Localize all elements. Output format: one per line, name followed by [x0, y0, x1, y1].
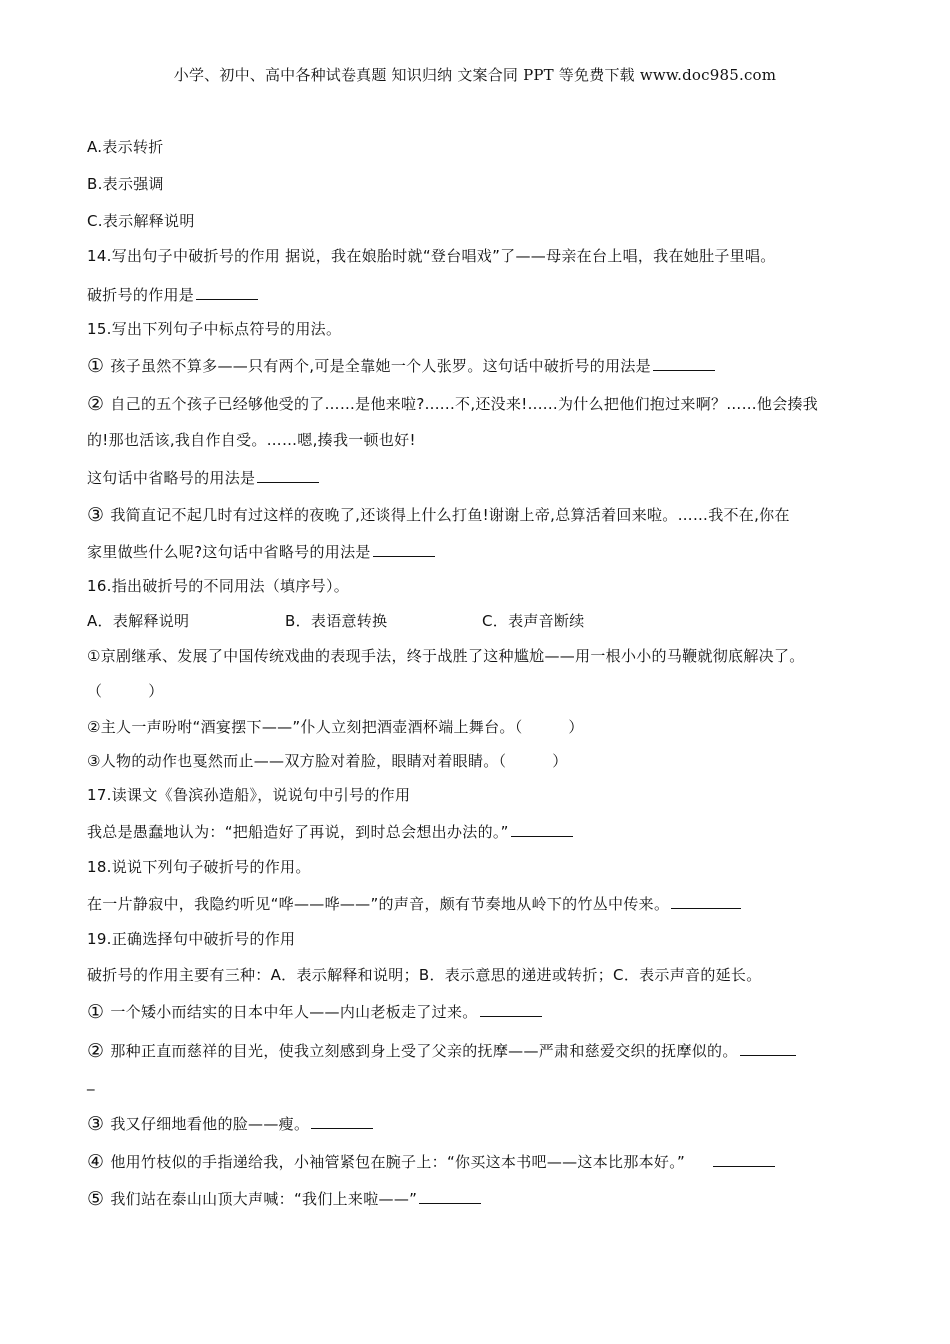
item-text: 我们站在泰山山顶大声喊：“我们上来啦——”	[110, 1190, 418, 1208]
item-text: 我总是愚蠢地认为：“把船造好了再说，到时总会想出办法的。”	[87, 823, 509, 841]
item-number: ⑤	[87, 1188, 105, 1210]
question-17: 17.读课文《鲁滨孙造船》，说说句中引号的作用	[87, 786, 411, 804]
question-16-options	[87, 610, 585, 632]
item-text: 自己的五个孩子已经够他受的了……是他来啦?......不,还没来!......为什么把他们抱过来啊？……他会揍我	[110, 395, 819, 413]
item-text: 一个矮小而结实的日本中年人——内山老板走了过来。	[110, 1003, 478, 1021]
answer-blank[interactable]	[196, 283, 258, 300]
question-19-item-2-cont: _	[87, 1073, 95, 1091]
option-b: B．表语意转换	[285, 612, 388, 630]
question-15-item-3	[87, 503, 790, 526]
answer-blank[interactable]	[671, 892, 741, 909]
option-b: B.表示强调	[87, 175, 164, 193]
question-18-sentence	[87, 892, 741, 915]
question-15-item-2	[87, 392, 818, 415]
question-15: 15.写出下列句子中标点符号的用法。	[87, 320, 342, 338]
question-16-item-1-answer[interactable]: （ ）	[87, 682, 164, 700]
item-text: 他用竹枝似的手指递给我，小袖管紧包在腕子上：“你买这本书吧——这本比那本好。”	[110, 1153, 686, 1171]
item-number: ③	[87, 504, 105, 526]
answer-blank[interactable]	[713, 1150, 775, 1167]
answer-blank[interactable]	[419, 1187, 481, 1204]
answer-blank[interactable]	[653, 354, 715, 371]
answer-blank[interactable]	[511, 820, 573, 837]
option-a: A.表示转折	[87, 138, 164, 156]
question-15-item-2-cont: 的!那也活该,我自作自受。……嗯,揍我一顿也好!	[87, 431, 416, 449]
question-19-item-5	[87, 1187, 481, 1210]
item-number: ④	[87, 1151, 105, 1173]
answer-blank[interactable]	[480, 1000, 542, 1017]
question-15-item-3-cont	[87, 540, 435, 563]
question-14-answer-line	[87, 283, 258, 306]
item-text: 我又仔细地看他的脸——瘦。	[110, 1115, 310, 1133]
question-16: 16.指出破折号的不同用法（填序号）。	[87, 577, 350, 595]
item-text: 那种正直而慈祥的目光，使我立刻感到身上受了父亲的抚摩——严肃和慈爱交织的抚摩似的。	[110, 1042, 738, 1060]
question-14: 14.写出句子中破折号的作用 据说，我在娘胎时就“登台唱戏”了——母亲在台上唱，我在她肚子里唱。	[87, 247, 776, 265]
question-19: 19.正确选择句中破折号的作用	[87, 930, 296, 948]
question-16-item-2: ②主人一声吩咐“酒宴摆下——”仆人立刻把酒壶酒杯端上舞台。（ ）	[87, 718, 584, 736]
question-14-prompt: 破折号的作用是	[87, 286, 195, 304]
answer-blank[interactable]	[740, 1039, 796, 1056]
item-text: 孩子虽然不算多——只有两个,可是全靠她一个人张罗。这句话中破折号的用法是	[110, 357, 651, 375]
item-text: 家里做些什么呢?这句话中省略号的用法是	[87, 543, 371, 561]
option-a: A．表解释说明	[87, 612, 190, 630]
item-number: ②	[87, 393, 105, 415]
question-19-item-4	[87, 1150, 775, 1173]
page-header: 小学、初中、高中各种试卷真题 知识归纳 文案合同 PPT 等免费下载 www.doc985.com	[173, 66, 777, 84]
item-text: 这句话中省略号的用法是	[87, 469, 256, 487]
option-c: C.表示解释说明	[87, 212, 195, 230]
answer-blank[interactable]	[311, 1112, 373, 1129]
question-19-item-2	[87, 1039, 796, 1062]
question-17-sentence	[87, 820, 573, 843]
question-15-item-1	[87, 354, 715, 377]
item-text: 我简直记不起几时有过这样的夜晚了,还谈得上什么打鱼!谢谢上帝,总算活着回来啦。……我不在,你在	[110, 506, 790, 524]
question-16-item-3: ③人物的动作也戛然而止——双方脸对着脸，眼睛对着眼睛。（ ）	[87, 752, 568, 770]
answer-blank[interactable]	[257, 466, 319, 483]
item-text: 在一片静寂中，我隐约听见“哗——哗——”的声音，颇有节奏地从岭下的竹丛中传来。	[87, 895, 670, 913]
item-number: ①	[87, 1001, 105, 1023]
question-19-item-3	[87, 1112, 373, 1135]
item-number: ③	[87, 1113, 105, 1135]
item-number: ①	[87, 355, 105, 377]
question-18: 18.说说下列句子破折号的作用。	[87, 858, 311, 876]
item-number: ②	[87, 1040, 105, 1062]
question-16-item-1: ①京剧继承、发展了中国传统戏曲的表现手法，终于战胜了这种尴尬——用一根小小的马鞭就彻底解决了。	[87, 647, 805, 665]
question-15-item-2-prompt	[87, 466, 319, 489]
option-c: C．表声音断续	[482, 612, 585, 630]
answer-blank[interactable]	[373, 540, 435, 557]
question-19-instructions: 破折号的作用主要有三种：A．表示解释和说明；B．表示意思的递进或转折；C．表示声音的延长。	[87, 966, 762, 984]
question-19-item-1	[87, 1000, 542, 1023]
